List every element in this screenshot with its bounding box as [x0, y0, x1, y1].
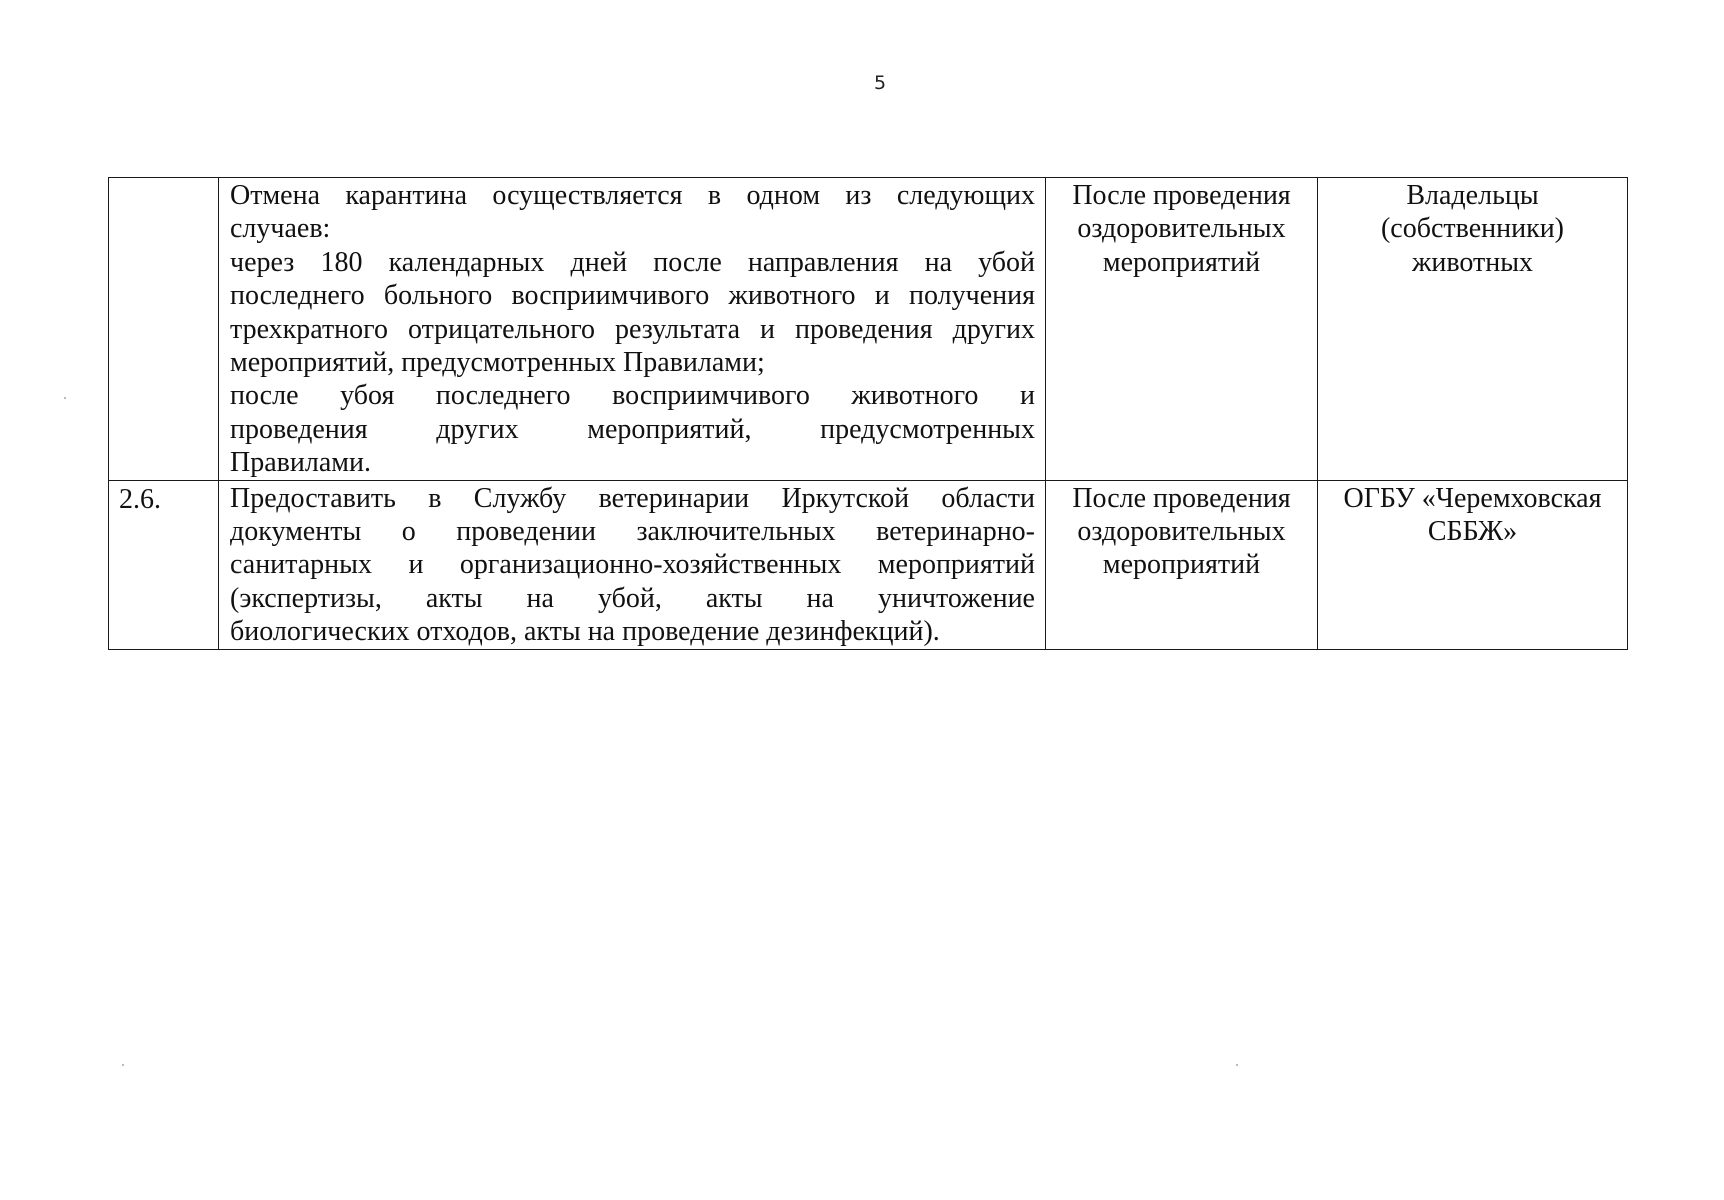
description-line: проведения других мероприятий, предусмотренных — [230, 413, 1035, 445]
description-line: последнего больного восприимчивого животного и получения — [230, 280, 1035, 312]
description-cell — [219, 178, 1046, 481]
responsible-cell — [1318, 480, 1628, 649]
term-line: оздоровительных — [1077, 213, 1286, 245]
row-number-cell — [109, 178, 219, 481]
responsible-line: СББЖ» — [1427, 516, 1518, 548]
description-line: Правилами. — [230, 447, 371, 479]
description-line: санитарных и организационно-хозяйственных мероприятий — [230, 549, 1035, 581]
scan-speck — [122, 1064, 124, 1066]
responsible-cell — [1318, 178, 1628, 481]
term-line: мероприятий — [1102, 246, 1261, 278]
description-line: Предоставить в Службу ветеринарии Иркутской области — [230, 482, 1035, 514]
description-line: мероприятий, предусмотренных Правилами; — [230, 347, 765, 379]
responsible-line: ОГБУ «Черемховская — [1343, 482, 1602, 514]
description-line: через 180 календарных дней после направления на убой — [230, 246, 1035, 278]
table-row — [109, 480, 1628, 649]
description-line: Отмена карантина осуществляется в одном из следующих — [230, 180, 1035, 211]
term-line: оздоровительных — [1077, 516, 1286, 548]
measures-table — [108, 177, 1628, 650]
term-line: После проведения — [1072, 482, 1291, 514]
description-line: биологических отходов, акты на проведение дезинфекций). — [230, 616, 940, 648]
responsible-line: животных — [1411, 246, 1534, 278]
term-line: После проведения — [1072, 180, 1291, 211]
description-line: документы о проведении заключительных ветеринарно- — [230, 516, 1035, 548]
row-number-cell: 2.6. — [109, 480, 219, 649]
description-line: (экспертизы, акты на убой, акты на уничтожение — [230, 582, 1035, 614]
term-line: мероприятий — [1102, 549, 1261, 581]
scan-speck — [64, 397, 66, 399]
description-line: случаев: — [230, 213, 331, 245]
page-number: 5 — [873, 72, 887, 94]
description-cell — [219, 480, 1046, 649]
scan-speck — [1236, 1064, 1238, 1066]
term-cell — [1046, 480, 1318, 649]
term-cell — [1046, 178, 1318, 481]
responsible-line: Владельцы — [1406, 180, 1539, 211]
responsible-line: (собственники) — [1380, 213, 1564, 245]
table-row — [109, 178, 1628, 481]
description-line: после убоя последнего восприимчивого животного и — [230, 380, 1035, 412]
description-line: трехкратного отрицательного результата и проведения других — [230, 313, 1035, 345]
